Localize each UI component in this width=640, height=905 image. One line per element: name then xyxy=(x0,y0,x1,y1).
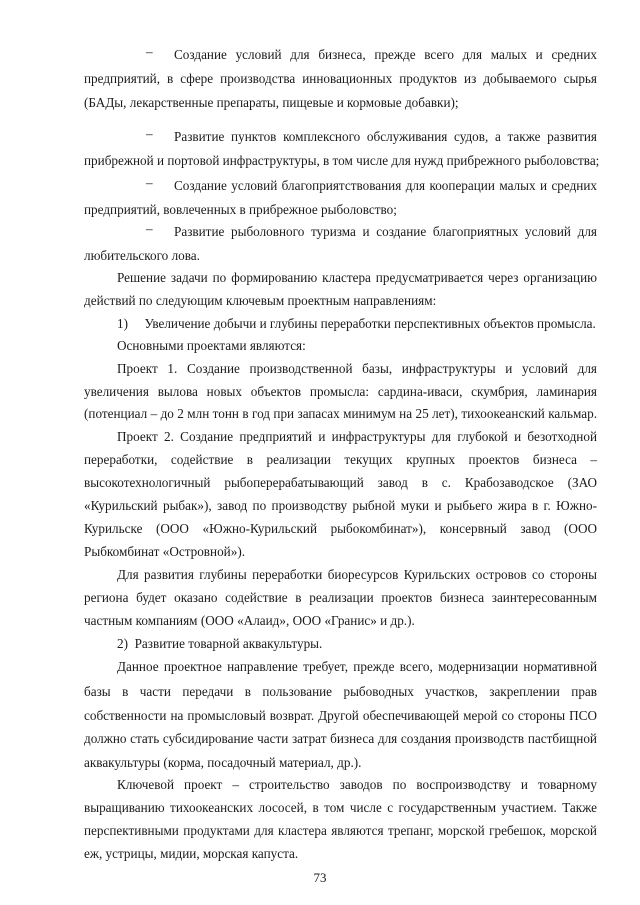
page-number: 73 xyxy=(313,870,327,885)
text-line: Курильске (ООО «Южно-Курильский рыбокомбинат»), консервный завод (ООО xyxy=(84,521,597,536)
text-line: Развитие рыболовного туризма и создание благоприятных условий для xyxy=(174,224,597,239)
bullet-marker: – xyxy=(146,44,153,59)
text-line: Рыбкомбинат «Островной»). xyxy=(84,544,246,559)
bullet-marker: – xyxy=(146,221,153,236)
text-line: Проект 2. Создание предприятий и инфраструктуры для глубокой и безотходной xyxy=(117,429,597,444)
text-line: (БАДы, лекарственные препараты, пищевые и кормовые добавки); xyxy=(84,95,459,110)
text-line: Проект 1. Создание производственной базы, инфраструктуры и условий для xyxy=(117,361,597,376)
text-line: прибрежной и портовой инфраструктуры, в том числе для нужд прибрежного рыболовства; xyxy=(84,153,600,168)
text-line: базы в части передачи в пользование рыбоводных участков, закреплении прав xyxy=(84,684,597,699)
text-line: еж, устрицы, мидии, морская капуста. xyxy=(84,846,299,861)
text-line: действий по следующим ключевым проектным направлениям: xyxy=(84,293,437,308)
direction-heading-1: 1) Увеличение добычи и глубины переработки перспективных объектов промысла. xyxy=(117,316,596,331)
text-line: должно стать субсидирование части затрат бизнеса для создания производств пастбищной xyxy=(84,731,597,746)
text-line: «Курильский рыбак»), завод по производству рыбной муки и рыбьего жира в г. Южно- xyxy=(84,498,597,513)
text-line: (потенциал – до 2 млн тонн в год при запасах минимум на 25 лет), тихоокеанский кальмар. xyxy=(84,406,597,421)
main-projects-label: Основными проектами являются: xyxy=(117,338,306,353)
text-line: Развитие пунктов комплексного обслуживания судов, а также развития xyxy=(174,129,597,144)
text-line: Создание условий для бизнеса, прежде всего для малых и средних xyxy=(174,47,597,62)
text-line: собственности на промысловый возврат. Другой обеспечивающей мерой со стороны ПСО xyxy=(84,708,597,723)
text-line: Создание условий благоприятствования для кооперации малых и средних xyxy=(174,178,597,193)
text-line: Для развития глубины переработки биоресурсов Курильских островов со стороны xyxy=(117,567,597,582)
bullet-marker: – xyxy=(146,175,153,190)
text-line: выращиванию тихоокеанских лососей, в том числе с государственным участием. Также xyxy=(84,800,597,815)
text-line: любительского лова. xyxy=(84,248,200,263)
text-line: частным компаниям (ООО «Алаид», ООО «Гранис» и др.). xyxy=(84,613,415,628)
text-line: аквакультуры (корма, посадочный материал, др.). xyxy=(84,755,362,770)
bullet-marker: – xyxy=(146,126,153,141)
text-line: предприятий, вовлеченных в прибрежное рыболовство; xyxy=(84,202,397,217)
text-line: перспективными продуктами для кластера являются трепанг, морской гребешок, морской xyxy=(84,823,597,838)
text-line: Данное проектное направление требует, прежде всего, модернизации нормативной xyxy=(117,659,597,674)
text-line: высокотехнологичный рыбоперерабатывающий завод в с. Крабозаводское (ЗАО xyxy=(84,475,597,490)
text-line: Решение задачи по формированию кластера предусматривается через организацию xyxy=(117,270,597,285)
text-line: предприятий, в сфере производства инновационных продуктов из добываемого сырья xyxy=(84,71,597,86)
text-line: переработки, содействие в реализации текущих крупных проектов бизнеса – xyxy=(84,452,597,467)
text-line: увеличения вылова новых объектов промысла: сардина-иваси, скумбрия, ламинария xyxy=(84,384,597,399)
direction-heading-2: 2) Развитие товарной аквакультуры. xyxy=(117,636,323,651)
text-line: региона будет оказано содействие в реализации проектов бизнеса заинтересованным xyxy=(84,590,597,605)
text-line: Ключевой проект – строительство заводов по воспроизводству и товарному xyxy=(117,777,597,792)
